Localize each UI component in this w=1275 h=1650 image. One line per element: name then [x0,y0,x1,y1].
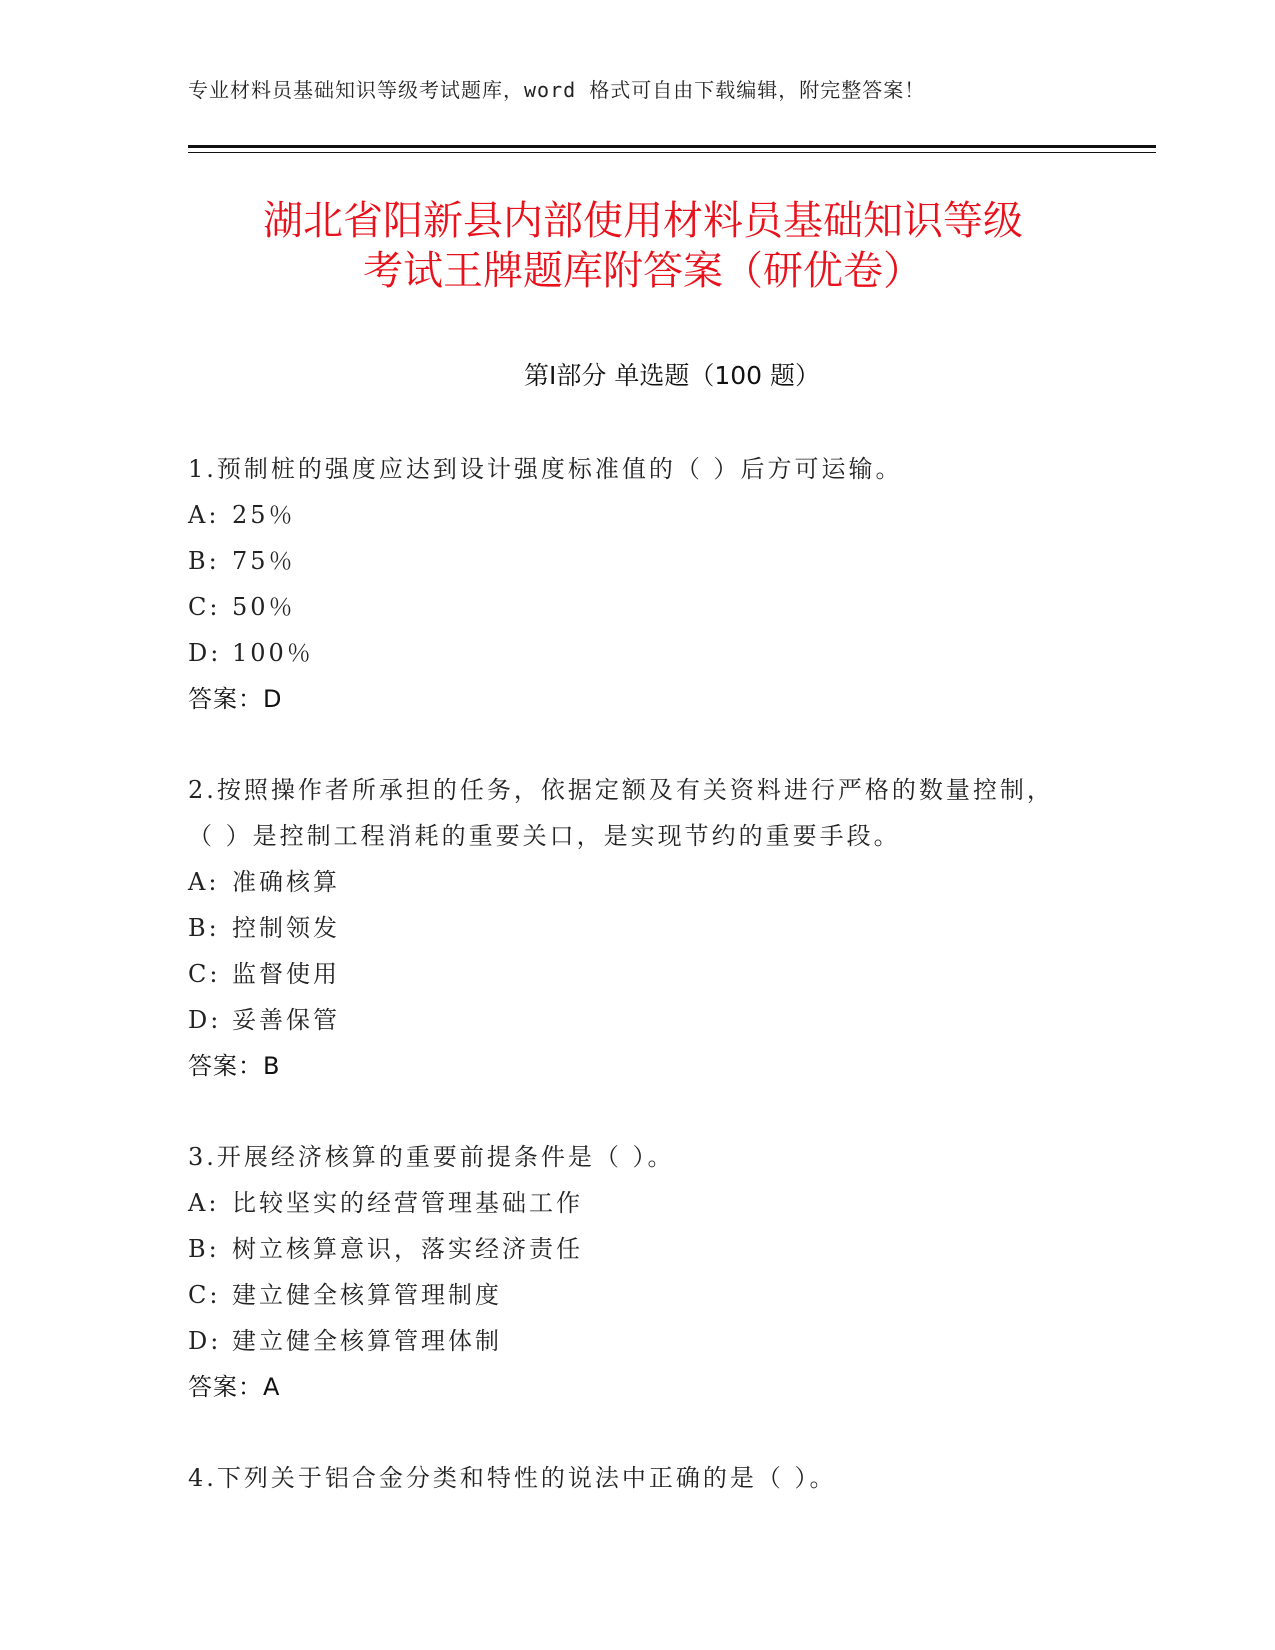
option-d [188,630,1068,676]
option-key: A: [188,1189,220,1217]
question-2 [188,767,1068,1089]
option-key: C: [188,593,221,621]
option-text: 控制领发 [232,914,340,942]
option-key: B: [188,547,220,575]
question-3 [188,1134,1068,1410]
option-d [188,997,1068,1043]
question-stem: 1.预制桩的强度应达到设计强度标准值的（ ）后方可运输。 [188,455,903,483]
option-key: A: [188,868,220,896]
option-text: 100％ [232,639,314,667]
question-stem: 4.下列关于铝合金分类和特性的说法中正确的是（ ）。 [188,1464,837,1492]
option-c [188,951,1068,997]
answer: 答案：A [188,1373,281,1401]
option-b [188,905,1068,951]
header-rule-thick [188,145,1156,148]
option-text: 比较坚实的经营管理基础工作 [232,1189,583,1217]
section-title: 第Ⅰ部分 单选题（100 题） [524,361,820,390]
option-key: D: [188,1006,222,1034]
option-b [188,1226,1068,1272]
option-key: C: [188,1281,221,1309]
question-list [188,446,1068,1546]
question-stem: 3.开展经济核算的重要前提条件是（ ）。 [188,1143,675,1171]
document-title-line-1: 湖北省阳新县内部使用材料员基础知识等级 [263,198,1023,244]
option-c [188,584,1068,630]
option-key: B: [188,914,220,942]
option-text: 树立核算意识，落实经济责任 [232,1235,583,1263]
option-key: A: [188,501,220,529]
option-text: 25％ [232,501,296,529]
option-key: C: [188,960,221,988]
option-key: D: [188,639,222,667]
question-4 [188,1455,1068,1501]
option-d [188,1318,1068,1364]
option-text: 监督使用 [232,960,340,988]
option-text: 建立健全核算管理制度 [232,1281,502,1309]
question-1 [188,446,1068,722]
option-a [188,492,1068,538]
option-text: 妥善保管 [232,1006,340,1034]
option-text: 建立健全核算管理体制 [232,1327,502,1355]
option-text: 75％ [232,547,296,575]
option-key: D: [188,1327,222,1355]
option-a [188,859,1068,905]
question-stem: 2.按照操作者所承担的任务，依据定额及有关资料进行严格的数量控制，（ ）是控制工程消耗的重要关口，是实现节约的重要手段。 [188,776,1054,850]
answer: 答案：D [188,685,283,713]
document-title [188,196,1098,296]
header-note: 专业材料员基础知识等级考试题库，word 格式可自由下载编辑，附完整答案！ [188,78,926,102]
option-a [188,1180,1068,1226]
answer: 答案：B [188,1052,281,1080]
option-text: 50％ [232,593,296,621]
option-text: 准确核算 [232,868,340,896]
document-title-line-2: 考试王牌题库附答案（研优卷） [363,248,923,294]
option-key: B: [188,1235,220,1263]
header-rule-thin [188,152,1156,153]
option-c [188,1272,1068,1318]
option-b [188,538,1068,584]
